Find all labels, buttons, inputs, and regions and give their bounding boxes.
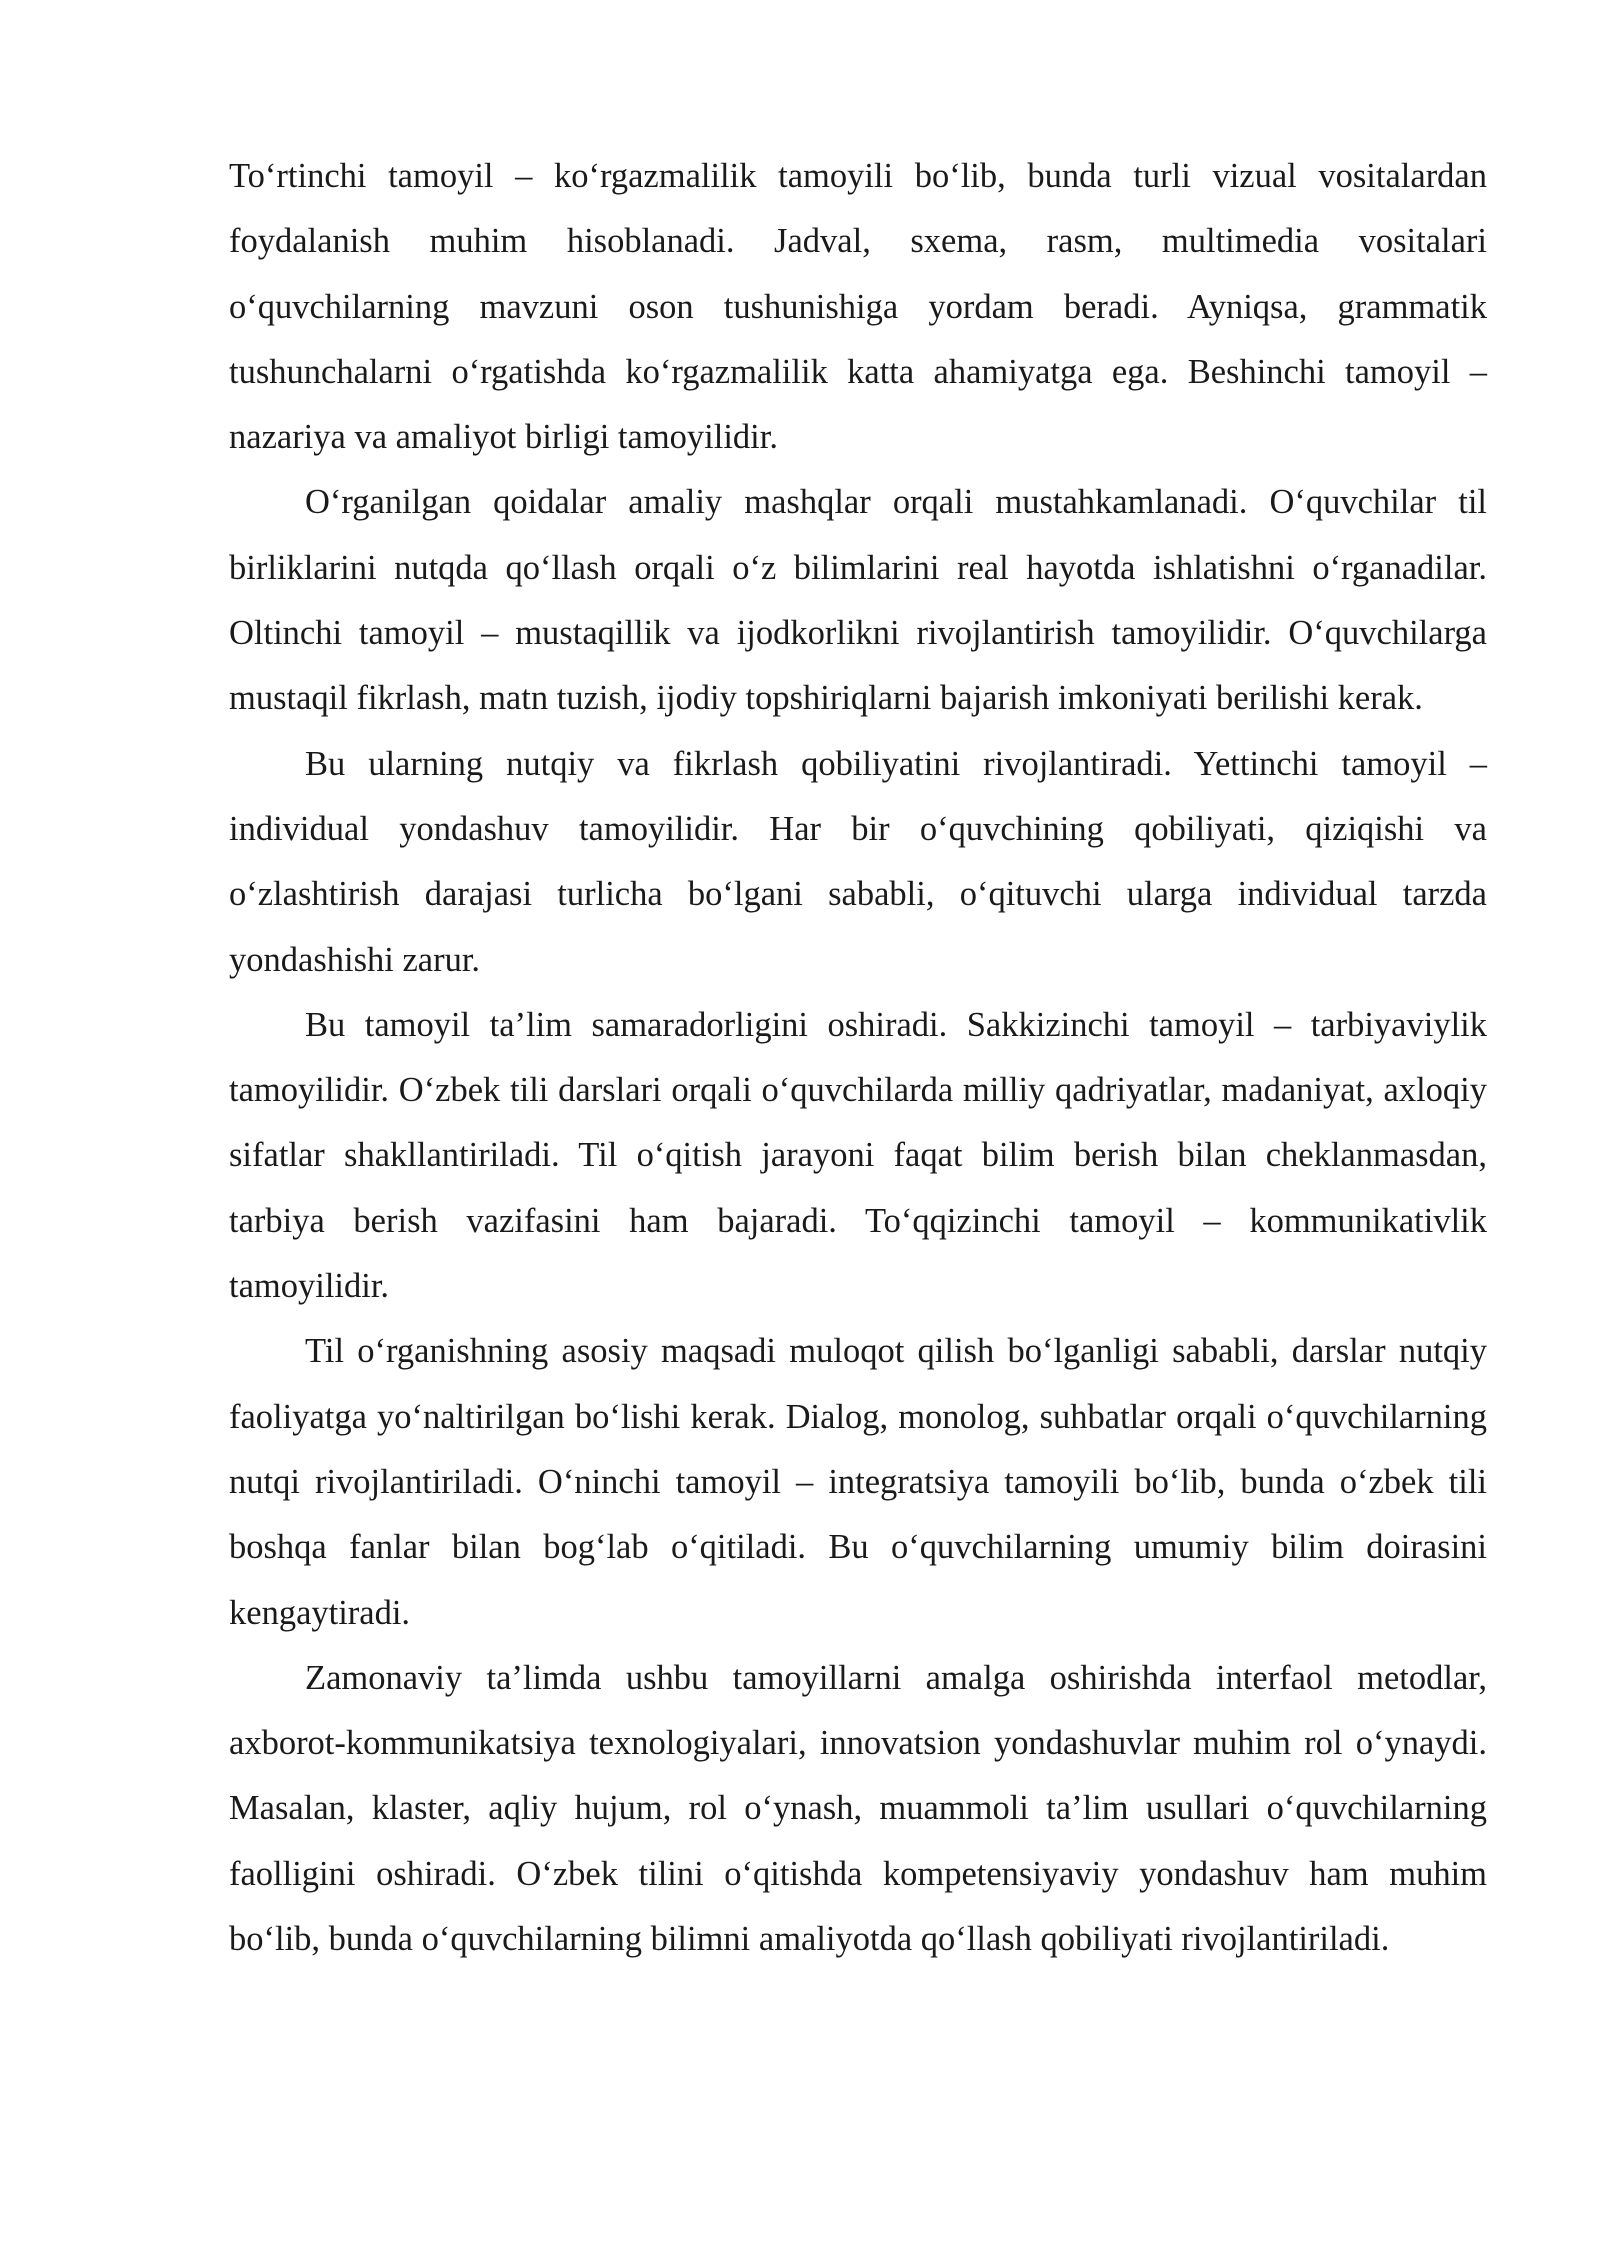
- document-body: [229, 144, 1487, 1972]
- paragraph-6: Zamonaviy ta’limda ushbu tamoyillarni amalga oshirishda interfaol metodlar, axborot-kommunikatsiya texnologiyalari, innovatsion yondashuvlar muhim rol o‘ynaydi. Masalan, klaster, aqliy hujum, rol o‘ynash, muammoli ta’lim usullari o‘quvchilarning faolligini oshiradi. O‘zbek tilini o‘qitishda kompetensiyaviy yondashuv ham muhim bo‘lib, bunda o‘quvchilarning bilimni amaliyotda qo‘llash qobiliyati rivojlantiriladi.: [229, 1658, 1487, 1959]
- paragraph-3: Bu ularning nutqiy va fikrlash qobiliyatini rivojlantiradi. Yettinchi tamoyil – individual yondashuv tamoyilidir. Har bir o‘quvchining qobiliyati, qiziqishi va o‘zlashtirish darajasi turlicha bo‘lgani sababli, o‘qituvchi ularga individual tarzda yondashishi zarur.: [229, 744, 1487, 979]
- paragraph-2: O‘rganilgan qoidalar amaliy mashqlar orqali mustahkamlanadi. O‘quvchilar til birliklarini nutqda qo‘llash orqali o‘z bilimlarini real hayotda ishlatishni o‘rganadilar. Oltinchi tamoyil – mustaqillik va ijodkorlikni rivojlantirish tamoyilidir. O‘quvchilarga mustaqil fikrlash, matn tuzish, ijodiy topshiriqlarni bajarish imkoniyati berilishi kerak.: [229, 483, 1487, 718]
- paragraph-5: Til o‘rganishning asosiy maqsadi muloqot qilish bo‘lganligi sababli, darslar nutqiy faoliyatga yo‘naltirilgan bo‘lishi kerak. Dialog, monolog, suhbatlar orqali o‘quvchilarning nutqi rivojlantiriladi. O‘ninchi tamoyil – integratsiya tamoyili bo‘lib, bunda o‘zbek tili boshqa fanlar bilan bog‘lab o‘qitiladi. Bu o‘quvchilarning umumiy bilim doirasini kengaytiradi.: [229, 1332, 1487, 1632]
- paragraph-1: To‘rtinchi tamoyil – ko‘rgazmalilik tamoyili bo‘lib, bunda turli vizual vositalardan foydalanish muhim hisoblanadi. Jadval, sxema, rasm, multimedia vositalari o‘quvchilarning mavzuni oson tushunishiga yordam beradi. Ayniqsa, grammatik tushunchalarni o‘rgatishda ko‘rgazmalilik katta ahamiyatga ega. Beshinchi tamoyil – nazariya va amaliyot birligi tamoyilidir.: [229, 157, 1487, 457]
- paragraph-4: Bu tamoyil ta’lim samaradorligini oshiradi. Sakkizinchi tamoyil – tarbiyaviylik tamoyilidir. O‘zbek tili darslari orqali o‘quvchilarda milliy qadriyatlar, madaniyat, axloqiy sifatlar shakllantiriladi. Til o‘qitish jarayoni faqat bilim berish bilan cheklanmasdan, tarbiya berish vazifasini ham bajaradi. To‘qqizinchi tamoyil – kommunikativlik tamoyilidir.: [229, 1005, 1487, 1306]
